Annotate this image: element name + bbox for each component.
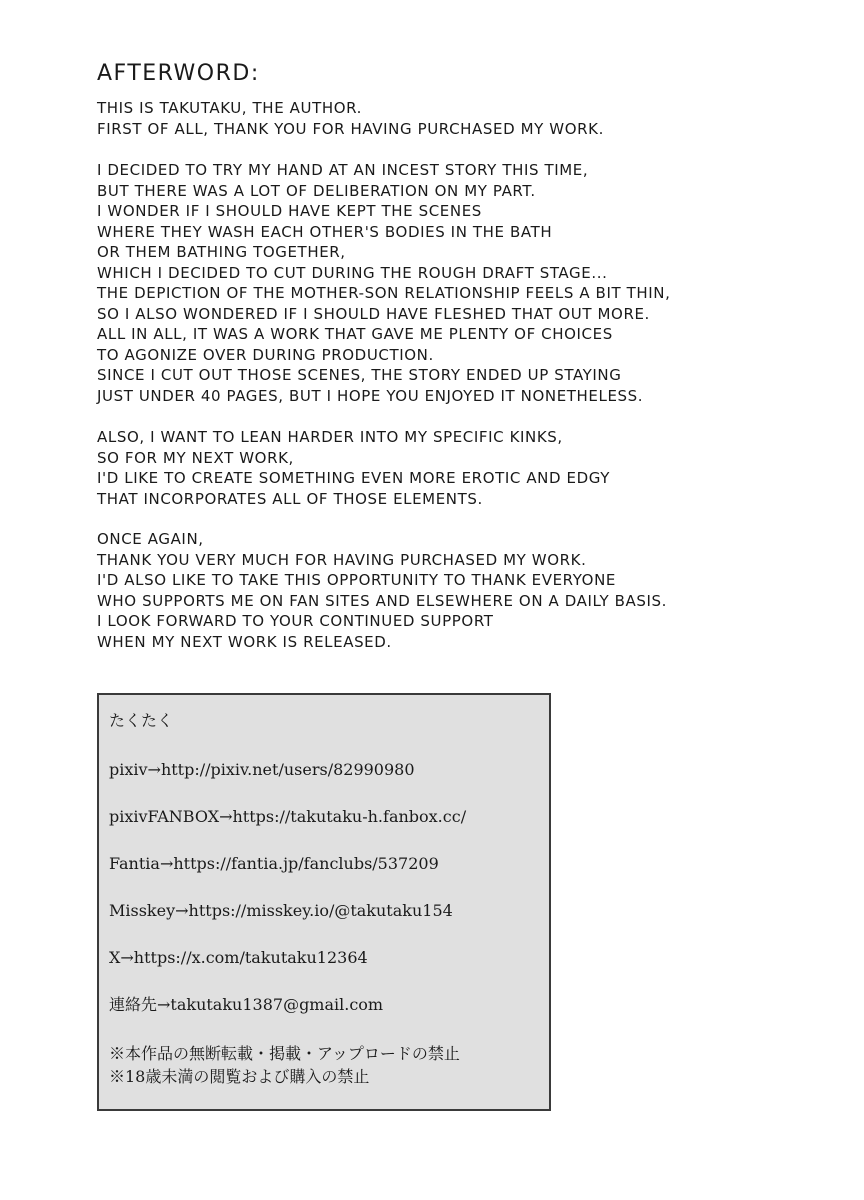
text-line: ALSO, I WANT TO LEAN HARDER INTO MY SPECIFIC KINKS,	[97, 428, 563, 446]
fantia-link: Fantia→https://fantia.jp/fanclubs/537209	[109, 854, 439, 873]
afterword-paragraph-1	[97, 98, 604, 139]
text-line: WHERE THEY WASH EACH OTHER'S BODIES IN THE BATH	[97, 222, 553, 241]
text-line: SO FOR MY NEXT WORK,	[97, 448, 294, 467]
author-info-box	[97, 693, 551, 1111]
text-line: SO I ALSO WONDERED IF I SHOULD HAVE FLESHED THAT OUT MORE.	[97, 304, 650, 323]
x-link: X→https://x.com/takutaku12364	[109, 948, 368, 967]
text-line: FIRST OF ALL, THANK YOU FOR HAVING PURCHASED MY WORK.	[97, 119, 604, 138]
afterword-paragraph-4	[97, 529, 667, 652]
text-line: JUST UNDER 40 PAGES, BUT I HOPE YOU ENJOYED IT NONETHELESS.	[97, 386, 644, 405]
text-line: WHEN MY NEXT WORK IS RELEASED.	[97, 632, 392, 651]
text-line: I'D ALSO LIKE TO TAKE THIS OPPORTUNITY TO THANK EVERYONE	[97, 571, 616, 589]
text-line: THAT INCORPORATES ALL OF THOSE ELEMENTS.	[97, 489, 483, 508]
author-name: たくたく	[109, 711, 174, 730]
pixiv-link: pixiv→http://pixiv.net/users/82990980	[109, 760, 415, 779]
text-line: I LOOK FORWARD TO YOUR CONTINUED SUPPORT	[97, 612, 494, 630]
text-line: I'D LIKE TO CREATE SOMETHING EVEN MORE EROTIC AND EDGY	[97, 469, 610, 487]
afterword-paragraph-3	[97, 427, 610, 509]
notice-age-restriction: ※18歳未満の閲覧および購入の禁止	[109, 1067, 370, 1086]
text-line: I WONDER IF I SHOULD HAVE KEPT THE SCENES	[97, 202, 482, 220]
contact-email: 連絡先→takutaku1387@gmail.com	[109, 995, 384, 1014]
text-line: THANK YOU VERY MUCH FOR HAVING PURCHASED MY WORK.	[97, 550, 587, 569]
fanbox-link: pixivFANBOX→https://takutaku-h.fanbox.cc/	[109, 807, 467, 826]
text-line: THIS IS TAKUTAKU, THE AUTHOR.	[97, 99, 362, 117]
text-line: THE DEPICTION OF THE MOTHER-SON RELATIONSHIP FEELS A BIT THIN,	[97, 284, 671, 302]
text-line: BUT THERE WAS A LOT OF DELIBERATION ON MY PART.	[97, 181, 536, 200]
afterword-paragraph-2	[97, 160, 670, 406]
text-line: SINCE I CUT OUT THOSE SCENES, THE STORY ENDED UP STAYING	[97, 366, 622, 384]
text-line: WHICH I DECIDED TO CUT DURING THE ROUGH DRAFT STAGE...	[97, 263, 608, 282]
misskey-link: Misskey→https://misskey.io/@takutaku154	[109, 901, 453, 920]
text-line: TO AGONIZE OVER DURING PRODUCTION.	[97, 345, 434, 364]
notice-no-reupload: ※本作品の無断転載・掲載・アップロードの禁止	[109, 1044, 460, 1063]
text-line: OR THEM BATHING TOGETHER,	[97, 243, 346, 261]
afterword-heading: AFTERWORD:	[97, 61, 260, 86]
text-line: ALL IN ALL, IT WAS A WORK THAT GAVE ME PLENTY OF CHOICES	[97, 325, 613, 343]
text-line: ONCE AGAIN,	[97, 530, 204, 548]
text-line: I DECIDED TO TRY MY HAND AT AN INCEST STORY THIS TIME,	[97, 161, 589, 179]
text-line: WHO SUPPORTS ME ON FAN SITES AND ELSEWHERE ON A DAILY BASIS.	[97, 591, 667, 610]
